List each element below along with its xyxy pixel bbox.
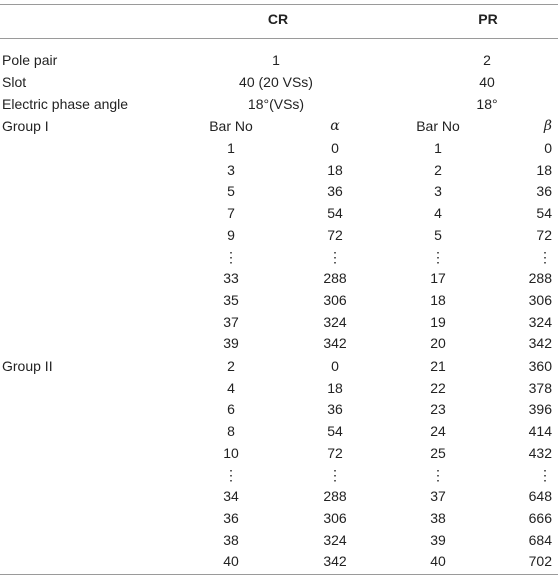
beta-value: 378 bbox=[528, 379, 552, 396]
alpha-value: 288 bbox=[323, 270, 347, 287]
cr-bar-no: 8 bbox=[227, 423, 235, 440]
alpha-value: 18 bbox=[327, 379, 343, 396]
alpha-value: 0 bbox=[331, 140, 339, 156]
alpha-value: 288 bbox=[323, 488, 347, 505]
beta-value: 18 bbox=[536, 161, 552, 178]
alpha-value: 306 bbox=[323, 509, 347, 526]
pr-bar-no: 39 bbox=[430, 531, 446, 548]
alpha-value: 54 bbox=[327, 423, 343, 440]
cr-bar-no: 2 bbox=[227, 358, 235, 374]
pr-bar-no: 25 bbox=[430, 444, 446, 461]
pr-bar-no: 17 bbox=[430, 270, 446, 287]
beta-value: 360 bbox=[528, 358, 552, 374]
beta-value: 432 bbox=[528, 444, 552, 461]
pr-bar-no: 38 bbox=[430, 509, 446, 526]
alpha-value: 54 bbox=[327, 205, 343, 222]
beta-value: 414 bbox=[528, 423, 552, 440]
pr-bar-no: 24 bbox=[430, 423, 446, 440]
param-cr-value: 18°(VSs) bbox=[247, 96, 305, 112]
alpha-value: 36 bbox=[327, 401, 343, 418]
pr-bar-no: 2 bbox=[434, 161, 442, 178]
ellipsis: ⋮ bbox=[224, 248, 238, 265]
param-label: Electric phase angle bbox=[2, 96, 129, 112]
cr-bar-no: 6 bbox=[227, 401, 235, 418]
subheader-beta: β bbox=[543, 118, 552, 134]
cr-bar-no: 7 bbox=[227, 205, 235, 222]
alpha-value: 18 bbox=[327, 161, 343, 178]
group-label: Group I bbox=[2, 118, 49, 134]
beta-value: 684 bbox=[528, 531, 552, 548]
cr-bar-no: 38 bbox=[223, 531, 239, 548]
beta-value: 666 bbox=[528, 509, 552, 526]
cr-bar-no: 9 bbox=[227, 226, 235, 243]
cr-bar-no: 34 bbox=[223, 488, 239, 505]
param-label: Pole pair bbox=[2, 52, 58, 68]
ellipsis: ⋮ bbox=[328, 248, 342, 265]
pr-bar-no: 22 bbox=[430, 379, 446, 396]
header-rule bbox=[0, 38, 558, 39]
cr-bar-no: 1 bbox=[227, 140, 235, 156]
beta-value: 324 bbox=[528, 313, 552, 330]
param-cr-value: 1 bbox=[272, 52, 280, 68]
beta-value: 72 bbox=[536, 226, 552, 243]
param-pr-value: 40 bbox=[479, 74, 495, 90]
cr-bar-no: 37 bbox=[223, 313, 239, 330]
group-label: Group II bbox=[2, 358, 53, 374]
pr-bar-no: 5 bbox=[434, 226, 442, 243]
cr-bar-no: 4 bbox=[227, 379, 235, 396]
ellipsis: ⋮ bbox=[328, 466, 342, 483]
alpha-value: 36 bbox=[327, 183, 343, 200]
beta-value: 648 bbox=[528, 488, 552, 505]
header-pr: PR bbox=[478, 11, 498, 27]
ellipsis: ⋮ bbox=[431, 466, 445, 483]
pr-bar-no: 40 bbox=[430, 553, 446, 570]
cr-bar-no: 36 bbox=[223, 509, 239, 526]
beta-value: 0 bbox=[544, 140, 552, 156]
ellipsis: ⋮ bbox=[431, 248, 445, 265]
subheader-bar-no: Bar No bbox=[209, 118, 253, 134]
top-rule bbox=[0, 4, 558, 5]
pr-bar-no: 1 bbox=[434, 140, 442, 156]
alpha-value: 0 bbox=[331, 358, 339, 374]
beta-value: 702 bbox=[528, 553, 552, 570]
alpha-value: 72 bbox=[327, 226, 343, 243]
cr-bar-no: 35 bbox=[223, 291, 239, 308]
param-pr-value: 18° bbox=[476, 96, 498, 112]
pr-bar-no: 37 bbox=[430, 488, 446, 505]
alpha-value: 72 bbox=[327, 444, 343, 461]
beta-value: 288 bbox=[528, 270, 552, 287]
cr-bar-no: 3 bbox=[227, 161, 235, 178]
cr-bar-no: 10 bbox=[223, 444, 239, 461]
cr-bar-no: 40 bbox=[223, 553, 239, 570]
alpha-value: 324 bbox=[323, 531, 347, 548]
alpha-value: 342 bbox=[323, 553, 347, 570]
pr-bar-no: 21 bbox=[430, 358, 446, 374]
param-cr-value: 40 (20 VSs) bbox=[239, 74, 313, 90]
pr-bar-no: 20 bbox=[430, 335, 446, 352]
subheader-alpha: α bbox=[330, 118, 340, 134]
beta-value: 396 bbox=[528, 401, 552, 418]
pr-bar-no: 18 bbox=[430, 291, 446, 308]
cr-bar-no: 39 bbox=[223, 335, 239, 352]
bottom-rule bbox=[0, 574, 558, 575]
ellipsis: ⋮ bbox=[224, 466, 238, 483]
ellipsis: ⋮ bbox=[538, 248, 552, 265]
param-label: Slot bbox=[2, 74, 27, 90]
alpha-value: 324 bbox=[323, 313, 347, 330]
beta-value: 342 bbox=[528, 335, 552, 352]
pr-bar-no: 23 bbox=[430, 401, 446, 418]
beta-value: 54 bbox=[536, 205, 552, 222]
cr-bar-no: 5 bbox=[227, 183, 235, 200]
beta-value: 306 bbox=[528, 291, 552, 308]
param-pr-value: 2 bbox=[483, 52, 491, 68]
pr-bar-no: 3 bbox=[434, 183, 442, 200]
ellipsis: ⋮ bbox=[538, 466, 552, 483]
cr-bar-no: 33 bbox=[223, 270, 239, 287]
pr-bar-no: 4 bbox=[434, 205, 442, 222]
header-cr: CR bbox=[267, 11, 289, 27]
pr-bar-no: 19 bbox=[430, 313, 446, 330]
alpha-value: 342 bbox=[323, 335, 347, 352]
alpha-value: 306 bbox=[323, 291, 347, 308]
beta-value: 36 bbox=[536, 183, 552, 200]
subheader-pr-bar-no: Bar No bbox=[416, 118, 460, 134]
